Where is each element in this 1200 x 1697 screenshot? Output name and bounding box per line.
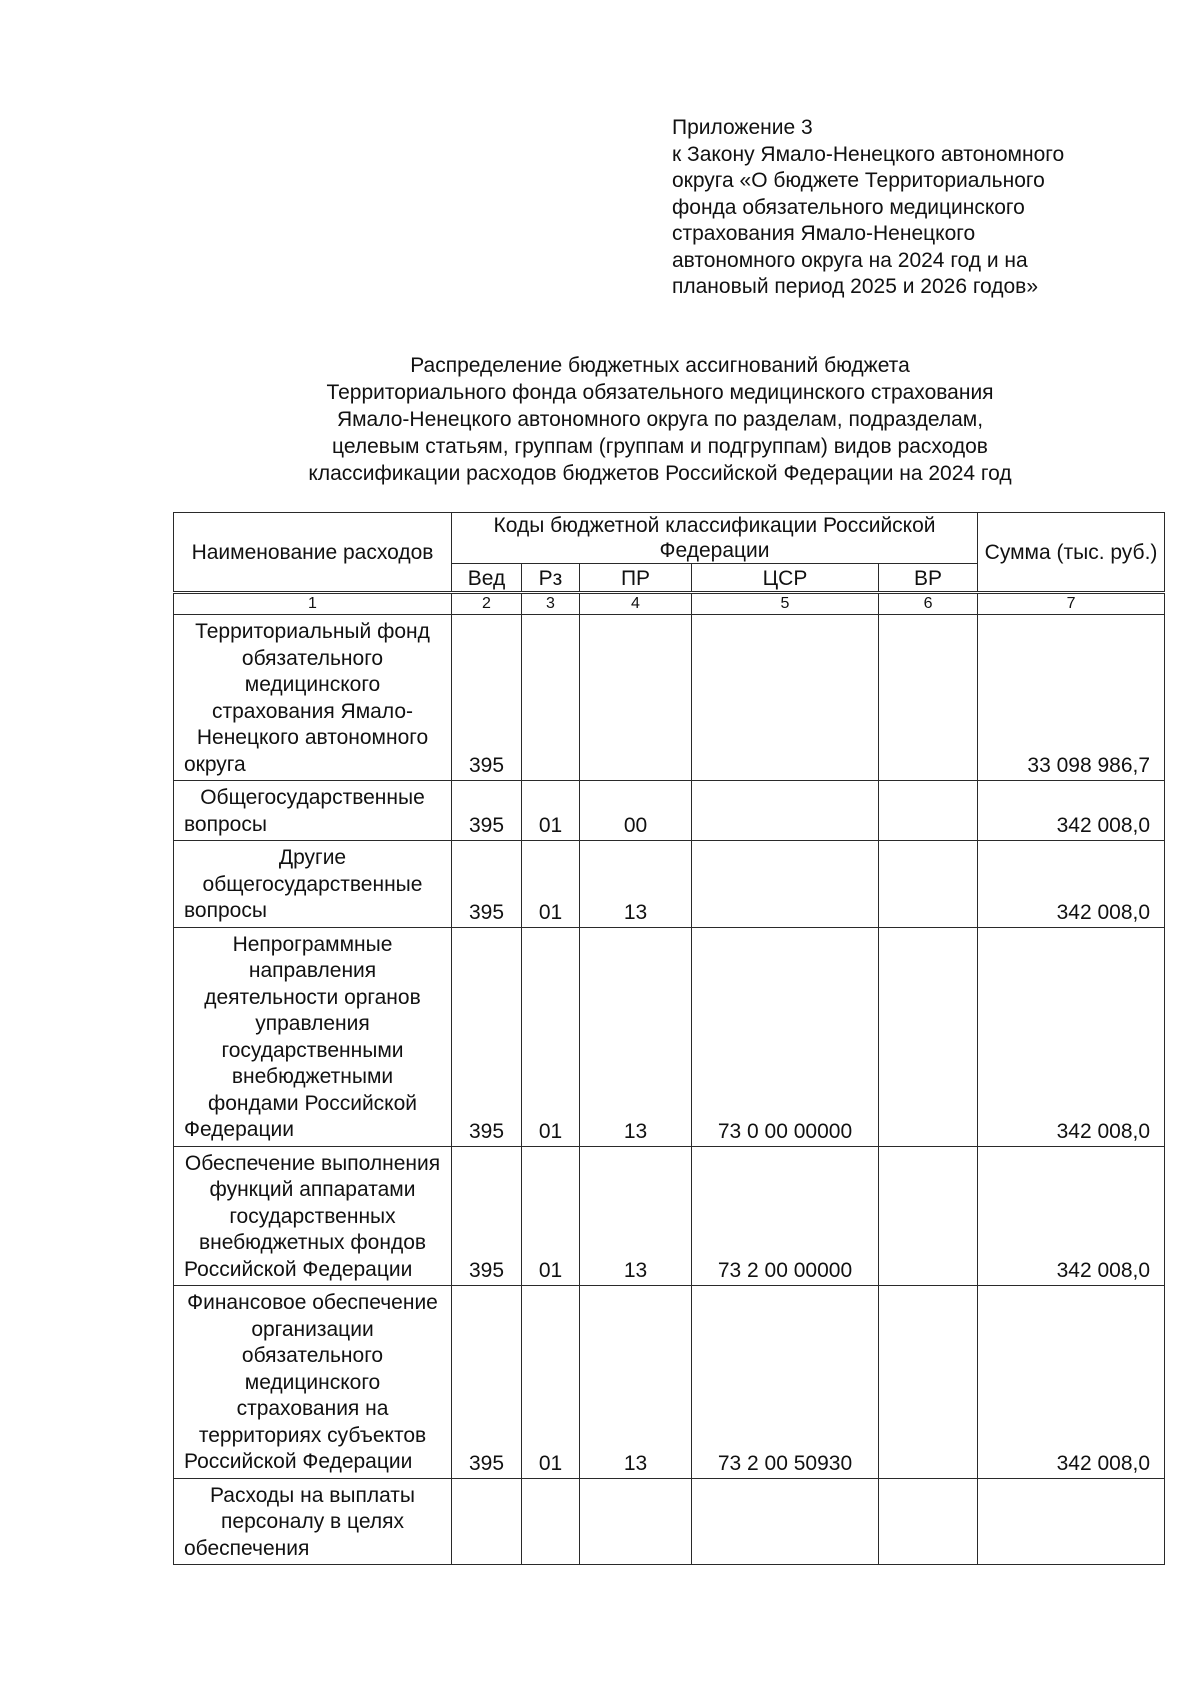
row-pr xyxy=(580,1478,692,1565)
row-sum xyxy=(978,1478,1165,1565)
row-ved: 395 xyxy=(452,841,522,928)
row-vr xyxy=(879,1478,978,1565)
row-csr xyxy=(692,615,879,781)
column-number: 7 xyxy=(978,593,1165,615)
row-name: Непрограммные направления деятельности органов управления государственными внебюджетными фондами Российской Федерации xyxy=(174,927,452,1146)
row-rz xyxy=(522,1478,580,1565)
row-rz: 01 xyxy=(522,1286,580,1479)
row-csr: 73 2 00 00000 xyxy=(692,1146,879,1286)
row-rz xyxy=(522,615,580,781)
row-name: Расходы на выплаты персоналу в целях обеспечения xyxy=(174,1478,452,1565)
row-ved: 395 xyxy=(452,615,522,781)
title-line: целевым статьям, группам (группам и подгруппам) видов расходов xyxy=(332,435,988,458)
row-ved: 395 xyxy=(452,1286,522,1479)
row-sum: 342 008,0 xyxy=(978,1146,1165,1286)
row-rz: 01 xyxy=(522,1146,580,1286)
header-vr: ВР xyxy=(879,564,978,593)
row-vr xyxy=(879,781,978,841)
row-csr xyxy=(692,841,879,928)
row-sum: 342 008,0 xyxy=(978,841,1165,928)
table-row xyxy=(174,841,1165,928)
row-csr xyxy=(692,1478,879,1565)
header-sum: Сумма (тыс. руб.) xyxy=(978,513,1165,593)
table-header-row xyxy=(174,513,1165,564)
title-line: Ямало-Ненецкого автономного округа по разделам, подразделам, xyxy=(336,408,984,431)
row-pr: 13 xyxy=(580,1286,692,1479)
row-sum: 342 008,0 xyxy=(978,1286,1165,1479)
header-rz: Рз xyxy=(522,564,580,593)
column-number: 4 xyxy=(580,593,692,615)
row-name: Обеспечение выполнения функций аппаратами государственных внебюджетных фондов Российской Федерации xyxy=(174,1146,452,1286)
appendix-line: плановый период 2025 и 2026 годов» xyxy=(672,275,1039,298)
table-row xyxy=(174,615,1165,781)
table-row xyxy=(174,1146,1165,1286)
row-pr xyxy=(580,615,692,781)
appendix-line: страхования Ямало-Ненецкого xyxy=(672,222,976,245)
table-row xyxy=(174,781,1165,841)
row-rz: 01 xyxy=(522,927,580,1146)
row-vr xyxy=(879,615,978,781)
row-pr: 13 xyxy=(580,927,692,1146)
row-sum: 33 098 986,7 xyxy=(978,615,1165,781)
row-ved: 395 xyxy=(452,927,522,1146)
row-name: Другие общегосударственные вопросы xyxy=(174,841,452,928)
row-name: Общегосударственные вопросы xyxy=(174,781,452,841)
row-csr: 73 2 00 50930 xyxy=(692,1286,879,1479)
header-name: Наименование расходов xyxy=(174,513,452,593)
row-rz: 01 xyxy=(522,781,580,841)
appendix-line: фонда обязательного медицинского xyxy=(672,195,1025,219)
row-ved: 395 xyxy=(452,781,522,841)
row-pr: 13 xyxy=(580,1146,692,1286)
document-title xyxy=(200,352,1120,487)
row-name: Территориальный фонд обязательного медицинского страхования Ямало-Ненецкого автономного округа xyxy=(174,615,452,781)
appendix-line: округа «О бюджете Территориального xyxy=(672,169,1045,192)
table-row xyxy=(174,927,1165,1146)
header-pr: ПР xyxy=(580,564,692,593)
budget-table xyxy=(173,512,1165,1565)
table-row xyxy=(174,1478,1165,1565)
row-vr xyxy=(879,927,978,1146)
row-csr xyxy=(692,781,879,841)
row-csr: 73 0 00 00000 xyxy=(692,927,879,1146)
header-ved: Вед xyxy=(452,564,522,593)
row-pr: 00 xyxy=(580,781,692,841)
row-pr: 13 xyxy=(580,841,692,928)
row-sum: 342 008,0 xyxy=(978,781,1165,841)
title-line: Территориального фонда обязательного медицинского страхования xyxy=(326,381,994,404)
row-name: Финансовое обеспечение организации обязательного медицинского страхования на территориях субъектов Российской Федерации xyxy=(174,1286,452,1479)
row-sum: 342 008,0 xyxy=(978,927,1165,1146)
column-number: 3 xyxy=(522,593,580,615)
title-line: классификации расходов бюджетов Российской Федерации на 2024 год xyxy=(308,462,1012,485)
appendix-line: автономного округа на 2024 год и на xyxy=(672,248,1028,272)
table-row xyxy=(174,1286,1165,1479)
header-codes: Коды бюджетной классификации Российской Федерации xyxy=(452,513,978,564)
column-number: 6 xyxy=(879,593,978,615)
row-vr xyxy=(879,1146,978,1286)
appendix-line: Приложение 3 xyxy=(672,116,813,139)
header-csr: ЦСР xyxy=(692,564,879,593)
column-number: 1 xyxy=(174,593,452,615)
appendix-note xyxy=(672,115,1152,301)
column-number-row xyxy=(174,593,1165,615)
appendix-line: к Закону Ямало-Ненецкого автономного xyxy=(672,142,1065,166)
column-number: 2 xyxy=(452,593,522,615)
row-rz: 01 xyxy=(522,841,580,928)
column-number: 5 xyxy=(692,593,879,615)
title-line: Распределение бюджетных ассигнований бюджета xyxy=(410,354,910,377)
row-vr xyxy=(879,841,978,928)
row-vr xyxy=(879,1286,978,1479)
row-ved xyxy=(452,1478,522,1565)
row-ved: 395 xyxy=(452,1146,522,1286)
